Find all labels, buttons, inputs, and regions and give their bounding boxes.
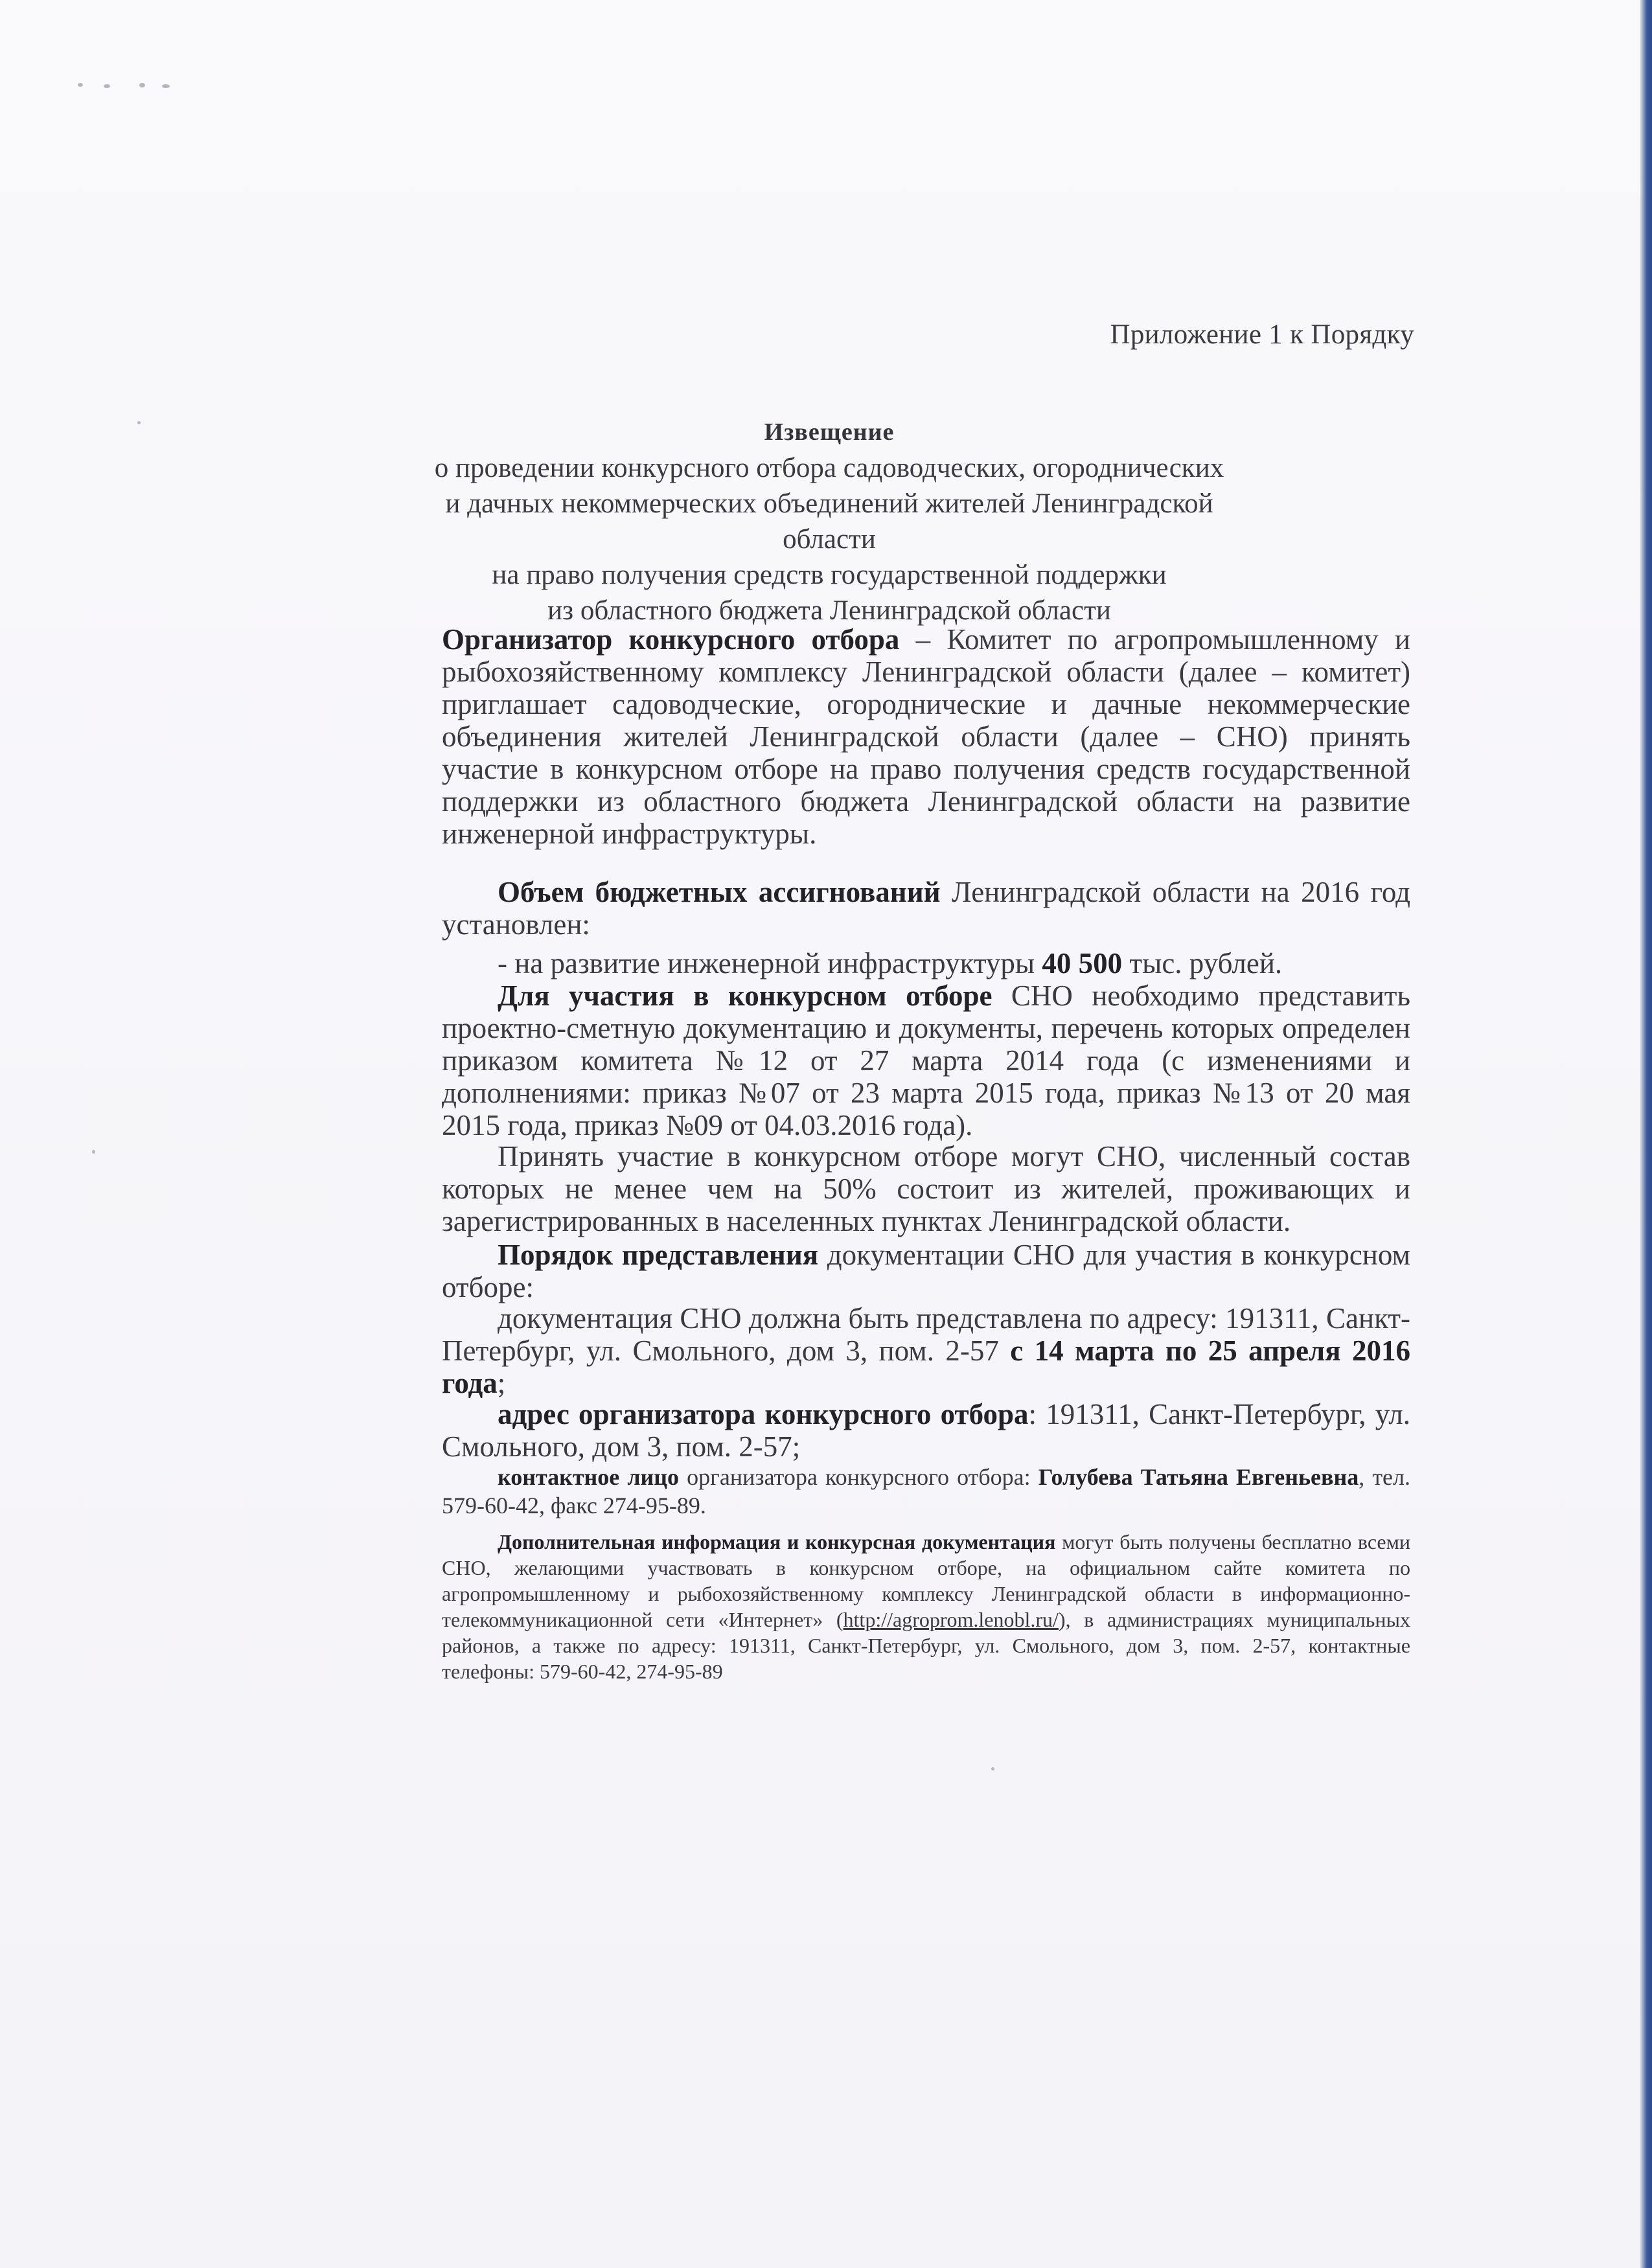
- participation-text: СНО необходимо представить проектно-сметную документацию и документы, перечень которых определен приказом комитета №12 от 27 марта 2014 года (с изменениями и дополнениями: приказ №07 от 23 марта 2015 года, приказ №13 от 20 мая 2015 года, приказ №09 от 04.03.2016 года).: [442, 979, 1410, 1141]
- document-title: [415, 415, 1244, 628]
- scan-speck: [92, 1150, 95, 1154]
- procedure-label: Порядок представления: [498, 1239, 819, 1271]
- title-heading: Извещение: [764, 418, 895, 446]
- title-line-2: и дачных некоммерческих объединений жителей Ленинградской области: [445, 488, 1213, 555]
- scan-edge-strip: [1640, 0, 1652, 2268]
- organizer-text: – Комитет по агропромышленному и рыбохозяйственному комплексу Ленинградской области (далее – комитет) приглашает садоводческие, огороднические и дачные некоммерческие объединения жителей Ленинградской области (далее – СНО) принять участие в конкурсном отборе на право получения средств государственной поддержки из областного бюджета Ленинградской области на развитие инженерной инфраструктуры.: [442, 623, 1410, 850]
- scan-speck: [104, 84, 110, 88]
- procedure-paragraph: [442, 1239, 1410, 1303]
- address-paragraph: [442, 1398, 1410, 1463]
- contact-phones: , тел. 579-60-42, факс 274-95-89.: [442, 1464, 1410, 1518]
- address-label: адрес организатора конкурсного отбора: [498, 1398, 1029, 1430]
- appendix-label: Приложение 1 к Порядку: [1110, 319, 1414, 350]
- contact-label: контактное лицо: [498, 1464, 680, 1490]
- scan-speck: [137, 421, 141, 424]
- budget-item-amount: 40 500: [1042, 947, 1123, 979]
- contact-text: организатора конкурсного отбора:: [679, 1464, 1038, 1490]
- budget-paragraph: [442, 876, 1410, 941]
- additional-paragraph: [442, 1529, 1410, 1684]
- contact-name: Голубева Татьяна Евгеньевна: [1038, 1464, 1359, 1490]
- organizer-label: Организатор конкурсного отбора: [442, 623, 900, 656]
- additional-text-2: ), в администрациях муниципальных районов, а также по адресу: 191311, Санкт-Петербург, ул. Смольного, дом 3, пом. 2-57, контактные телефоны: 579-60-42, 274-95-89: [442, 1608, 1411, 1683]
- eligibility-paragraph: Принять участие в конкурсном отборе могут СНО, численный состав которых не менее чем на 50% состоит из жителей, проживающих и зарегистрированных в населенных пунктах Ленинградской области.: [442, 1140, 1410, 1237]
- participation-paragraph: [442, 979, 1410, 1141]
- organizer-paragraph: [442, 623, 1410, 850]
- title-line-1: о проведении конкурсного отбора садоводческих, огороднических: [434, 453, 1224, 483]
- budget-item-text: - на развитие инженерной инфраструктуры: [498, 947, 1042, 979]
- submission-paragraph: [442, 1302, 1410, 1399]
- budget-item: [442, 947, 1410, 979]
- submission-end: ;: [497, 1367, 506, 1399]
- procedure-text: документации СНО для участия в конкурсном отборе:: [442, 1239, 1410, 1303]
- budget-item-unit: тыс. рублей.: [1122, 947, 1283, 979]
- additional-label: Дополнительная информация и конкурсная документация: [498, 1530, 1056, 1553]
- title-line-3: на право получения средств государственной поддержки: [492, 560, 1167, 590]
- additional-text-1: могут быть получены бесплатно всеми СНО, желающими участвовать в конкурсном отборе, на официальном сайте комитета по агропромышленному и рыбохозяйственному комплексу Ленинградской области в информационно-телекоммуникационной сети «Интернет» (: [442, 1530, 1411, 1631]
- scan-speck: [162, 84, 170, 88]
- submission-text: документация СНО должна быть представлена по адресу: 191311, Санкт-Петербург, ул. Смольного, дом 3, пом. 2-57: [442, 1302, 1410, 1367]
- address-text: : 191311, Санкт-Петербург, ул. Смольного, дом 3, пом. 2-57;: [442, 1398, 1410, 1463]
- website-link[interactable]: http://agroprom.lenobl.ru/: [843, 1608, 1059, 1631]
- scan-speck: [991, 1767, 994, 1770]
- title-line-4: из областного бюджета Ленинградской области: [547, 595, 1111, 626]
- budget-label: Объем бюджетных ассигнований: [498, 876, 941, 908]
- participation-label: Для участия в конкурсном отборе: [498, 979, 992, 1012]
- submission-dates: с 14 марта по 25 апреля 2016 года: [442, 1334, 1410, 1399]
- scan-speck: [139, 83, 145, 87]
- budget-text: Ленинградской области на 2016 год установлен:: [442, 876, 1410, 941]
- contact-paragraph: [442, 1463, 1410, 1520]
- scan-speck: [78, 83, 83, 87]
